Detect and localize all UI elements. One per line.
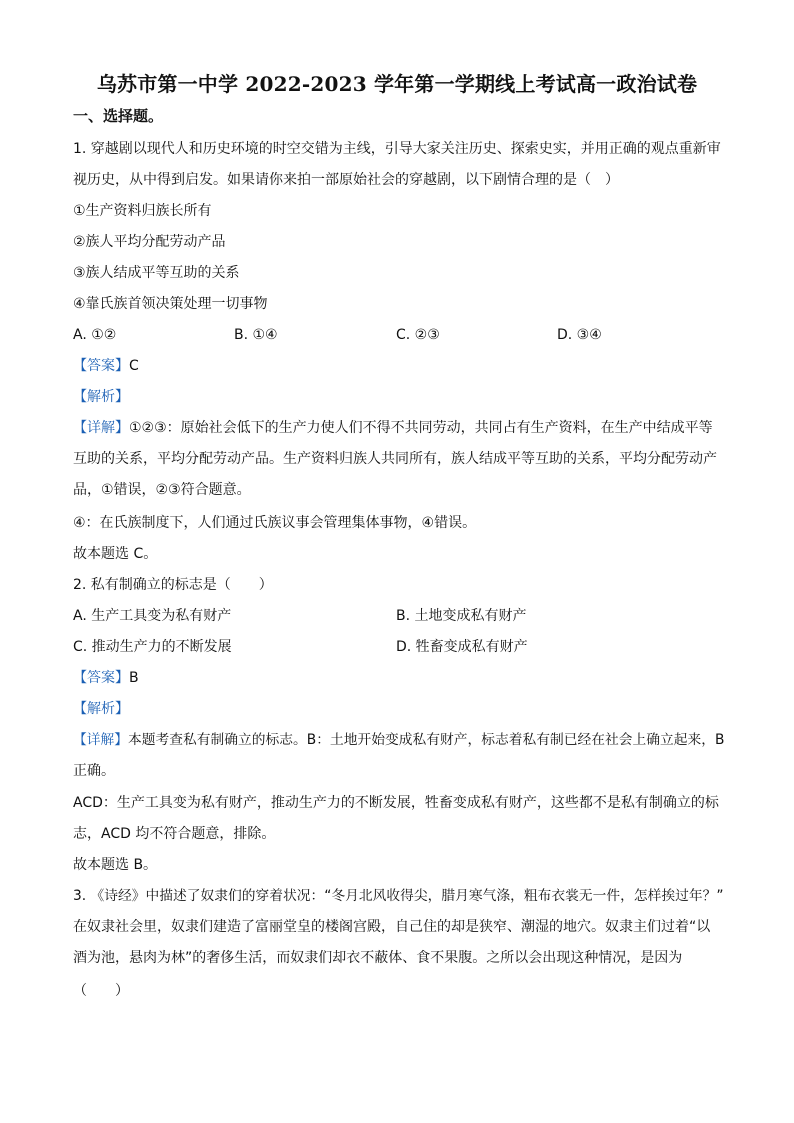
- detail-tag: 【详解】: [73, 420, 129, 436]
- q1-item-2: ②族人平均分配劳动产品: [73, 234, 226, 250]
- q2-answer: [73, 668, 733, 688]
- q2-detail-line4: 志，ACD 均不符合题意，排除。: [73, 826, 276, 842]
- answer-tag: 【答案】: [73, 358, 129, 374]
- section-heading: 一、选择题。: [73, 107, 164, 125]
- detail-text: 本题考查私有制确立的标志。B：土地开始变成私有财产，标志着私有制已经在社会上确立起来，B: [128, 732, 725, 748]
- q1-detail-line3: 品，①错误，②③符合题意。: [73, 482, 251, 498]
- q3-stem-line2: 在奴隶社会里，奴隶们建造了富丽堂皇的楼阁宫殿，自己住的却是狭窄、潮湿的地穴。奴隶主们过着“以: [73, 919, 711, 935]
- q2-conclusion: 故本题选 B。: [73, 857, 158, 873]
- q2-option-b: B. 土地变成私有财产: [396, 608, 527, 624]
- q2-stem: 2. 私有制确立的标志是（ ）: [73, 577, 273, 593]
- q1-option-b: B. ①④: [234, 327, 278, 343]
- q1-detail-line2: 互助的关系，平均分配劳动产品。生产资料归族人共同所有，族人结成平等互助的关系，平均分配劳动产: [73, 451, 717, 467]
- detail-tag: 【详解】: [73, 732, 129, 748]
- q2-option-a: A. 生产工具变为私有财产: [73, 608, 232, 624]
- q2-option-c: C. 推动生产力的不断发展: [73, 639, 232, 655]
- q1-option-c: C. ②③: [396, 327, 440, 343]
- q3-stem-line3: 酒为池，悬肉为林”的奢侈生活，而奴隶们却衣不蔽体、食不果腹。之所以会出现这种情况，是因为: [73, 950, 683, 966]
- q1-conclusion: 故本题选 C。: [73, 546, 158, 562]
- q1-item-4: ④靠氏族首领决策处理一切事物: [73, 296, 268, 312]
- answer-value: C: [129, 358, 139, 374]
- q1-analysis-tag: 【解析】: [73, 389, 129, 405]
- page-title: 乌苏市第一中学 2022-2023 学年第一学期线上考试高一政治试卷: [96, 72, 698, 96]
- q1-stem-line1: 1. 穿越剧以现代人和历史环境的时空交错为主线，引导大家关注历史、探索史实，并用正确的观点重新审: [73, 141, 721, 157]
- q1-stem-line2: 视历史，从中得到启发。如果请你来拍一部原始社会的穿越剧，以下剧情合理的是（ ）: [73, 172, 619, 188]
- q1-option-d: D. ③④: [557, 327, 602, 343]
- q1-option-a: A. ①②: [73, 327, 117, 343]
- q3-stem-line4: （ ）: [73, 983, 129, 999]
- q3-stem-line1: 3. 《诗经》中描述了奴隶们的穿着状况：“冬月北风收得尖，腊月寒气涤，粗布衣裳无一件，怎样挨过年？”: [73, 888, 724, 904]
- q2-detail-line3: ACD：生产工具变为私有财产，推动生产力的不断发展，牲畜变成私有财产，这些都不是私有制确立的标: [73, 795, 719, 811]
- q1-answer: [73, 356, 733, 376]
- answer-value: B: [129, 670, 139, 686]
- q2-option-d: D. 牲畜变成私有财产: [396, 639, 528, 655]
- detail-text: ①②③：原始社会低下的生产力使人们不得不共同劳动，共同占有生产资料，在生产中结成平等: [129, 420, 713, 436]
- q1-item-1: ①生产资料归族长所有: [73, 203, 212, 219]
- q2-detail-line2: 正确。: [73, 763, 115, 779]
- answer-tag: 【答案】: [73, 670, 129, 686]
- q2-analysis-tag: 【解析】: [73, 701, 129, 717]
- q1-item-3: ③族人结成平等互助的关系: [73, 265, 240, 281]
- q1-detail-line4: ④：在氏族制度下，人们通过氏族议事会管理集体事物，④错误。: [73, 515, 477, 531]
- q1-detail-line1: [73, 418, 733, 438]
- q2-detail-line1: [73, 730, 733, 750]
